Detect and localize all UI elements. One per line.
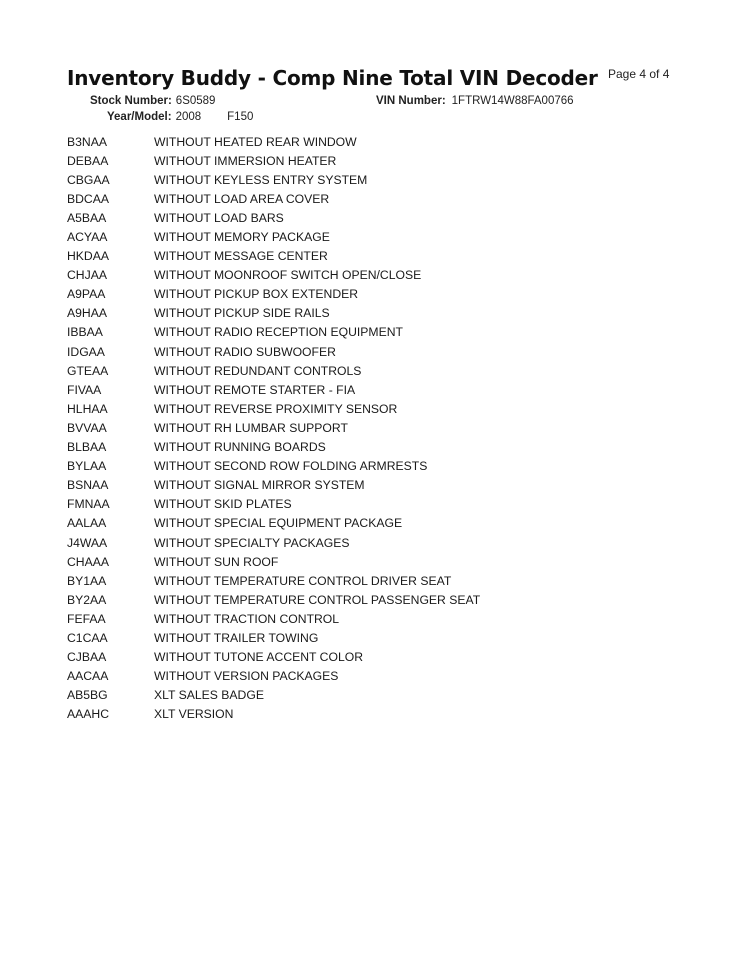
vin-number-value: 1FTRW14W88FA00766 (451, 95, 574, 107)
option-description: WITHOUT SKID PLATES (154, 497, 292, 512)
vin-number-label: VIN Number: (376, 95, 446, 107)
option-code: B3NAA (67, 134, 107, 149)
option-description: WITHOUT MESSAGE CENTER (154, 249, 328, 264)
list-item (67, 189, 480, 208)
option-code: IBBAA (67, 325, 103, 340)
option-code: C1CAA (67, 630, 108, 645)
list-item (67, 514, 480, 533)
list-item (67, 648, 480, 667)
option-code: AACAA (67, 669, 109, 684)
option-description: WITHOUT KEYLESS ENTRY SYSTEM (154, 172, 368, 187)
list-item (67, 686, 480, 705)
option-description: WITHOUT RH LUMBAR SUPPORT (154, 420, 348, 435)
option-code: ACYAA (67, 230, 108, 245)
option-description: WITHOUT TEMPERATURE CONTROL DRIVER SEAT (154, 573, 452, 588)
vin-number-field (376, 95, 574, 107)
option-description: WITHOUT RADIO RECEPTION EQUIPMENT (154, 325, 403, 340)
option-description: WITHOUT TEMPERATURE CONTROL PASSENGER SEAT (154, 592, 481, 607)
list-item (67, 418, 480, 437)
list-item (67, 170, 480, 189)
list-item (67, 304, 480, 323)
option-description: WITHOUT SIGNAL MIRROR SYSTEM (154, 478, 365, 493)
option-code: FMNAA (67, 497, 110, 512)
option-code: CHJAA (67, 268, 107, 283)
option-description: WITHOUT PICKUP SIDE RAILS (154, 306, 330, 321)
list-item (67, 495, 480, 514)
list-item (67, 266, 480, 285)
list-item (67, 609, 480, 628)
page-number: Page 4 of 4 (608, 67, 670, 81)
option-description: WITHOUT TRACTION CONTROL (154, 611, 340, 626)
list-item (67, 399, 480, 418)
list-item (67, 323, 480, 342)
list-item (67, 438, 480, 457)
option-code: BSNAA (67, 478, 109, 493)
option-code: BLBAA (67, 440, 107, 455)
option-code: IDGAA (67, 344, 105, 359)
option-code: BDCAA (67, 191, 109, 206)
option-description: WITHOUT SECOND ROW FOLDING ARMRESTS (154, 459, 428, 474)
list-item (67, 227, 480, 246)
list-item (67, 628, 480, 647)
option-code: HKDAA (67, 249, 109, 264)
stock-number-value: 6S0589 (175, 95, 216, 107)
option-code-list (67, 132, 480, 724)
option-code: BY1AA (67, 573, 107, 588)
list-item (67, 457, 480, 476)
option-description: WITHOUT HEATED REAR WINDOW (154, 134, 357, 149)
option-code: CHAAA (67, 554, 109, 569)
option-code: A9HAA (67, 306, 107, 321)
option-description: XLT SALES BADGE (154, 688, 264, 703)
list-item (67, 476, 480, 495)
list-item (67, 552, 480, 571)
option-code: BVVAA (67, 420, 107, 435)
list-item (67, 667, 480, 686)
option-code: BYLAA (67, 459, 107, 474)
option-description: WITHOUT SPECIAL EQUIPMENT PACKAGE (154, 516, 403, 531)
option-code: AALAA (67, 516, 107, 531)
option-description: WITHOUT PICKUP BOX EXTENDER (154, 287, 359, 302)
option-description: WITHOUT LOAD AREA COVER (154, 191, 330, 206)
list-item (67, 571, 480, 590)
option-code: GTEAA (67, 363, 109, 378)
option-description: WITHOUT LOAD BARS (154, 210, 284, 225)
list-item (67, 361, 480, 380)
option-code: CBGAA (67, 172, 110, 187)
stock-number-label: Stock Number: (90, 95, 172, 107)
list-item (67, 132, 480, 151)
year-model-label: Year/Model: (107, 111, 172, 123)
list-item (67, 285, 480, 304)
model-value: F150 (227, 111, 254, 123)
year-value: 2008 (175, 111, 202, 123)
option-description: WITHOUT REVERSE PROXIMITY SENSOR (154, 401, 398, 416)
option-code: DEBAA (67, 153, 109, 168)
stock-number-field (90, 95, 215, 107)
list-item (67, 342, 480, 361)
option-description: WITHOUT VERSION PACKAGES (154, 669, 339, 684)
option-code: AAAHC (67, 707, 109, 722)
list-item (67, 705, 480, 724)
option-code: HLHAA (67, 401, 108, 416)
year-model-field (107, 111, 253, 123)
option-code: BY2AA (67, 592, 107, 607)
option-description: WITHOUT REDUNDANT CONTROLS (154, 363, 362, 378)
option-description: WITHOUT REMOTE STARTER - FIA (154, 382, 356, 397)
option-code: J4WAA (67, 535, 108, 550)
option-description: WITHOUT SUN ROOF (154, 554, 279, 569)
report-title: Inventory Buddy - Comp Nine Total VIN Decoder (67, 66, 598, 90)
option-description: WITHOUT MEMORY PACKAGE (154, 230, 330, 245)
option-description: WITHOUT TUTONE ACCENT COLOR (154, 650, 364, 665)
option-description: WITHOUT SPECIALTY PACKAGES (154, 535, 350, 550)
option-description: WITHOUT RADIO SUBWOOFER (154, 344, 336, 359)
option-code: A9PAA (67, 287, 106, 302)
list-item (67, 380, 480, 399)
list-item (67, 208, 480, 227)
option-description: XLT VERSION (154, 707, 234, 722)
option-description: WITHOUT RUNNING BOARDS (154, 440, 326, 455)
option-code: CJBAA (67, 650, 107, 665)
option-description: WITHOUT TRAILER TOWING (154, 630, 319, 645)
list-item (67, 590, 480, 609)
option-code: AB5BG (67, 688, 108, 703)
option-code: FEFAA (67, 611, 106, 626)
list-item (67, 151, 480, 170)
list-item (67, 247, 480, 266)
option-description: WITHOUT IMMERSION HEATER (154, 153, 337, 168)
option-description: WITHOUT MOONROOF SWITCH OPEN/CLOSE (154, 268, 422, 283)
list-item (67, 533, 480, 552)
option-code: FIVAA (67, 382, 102, 397)
option-code: A5BAA (67, 210, 107, 225)
